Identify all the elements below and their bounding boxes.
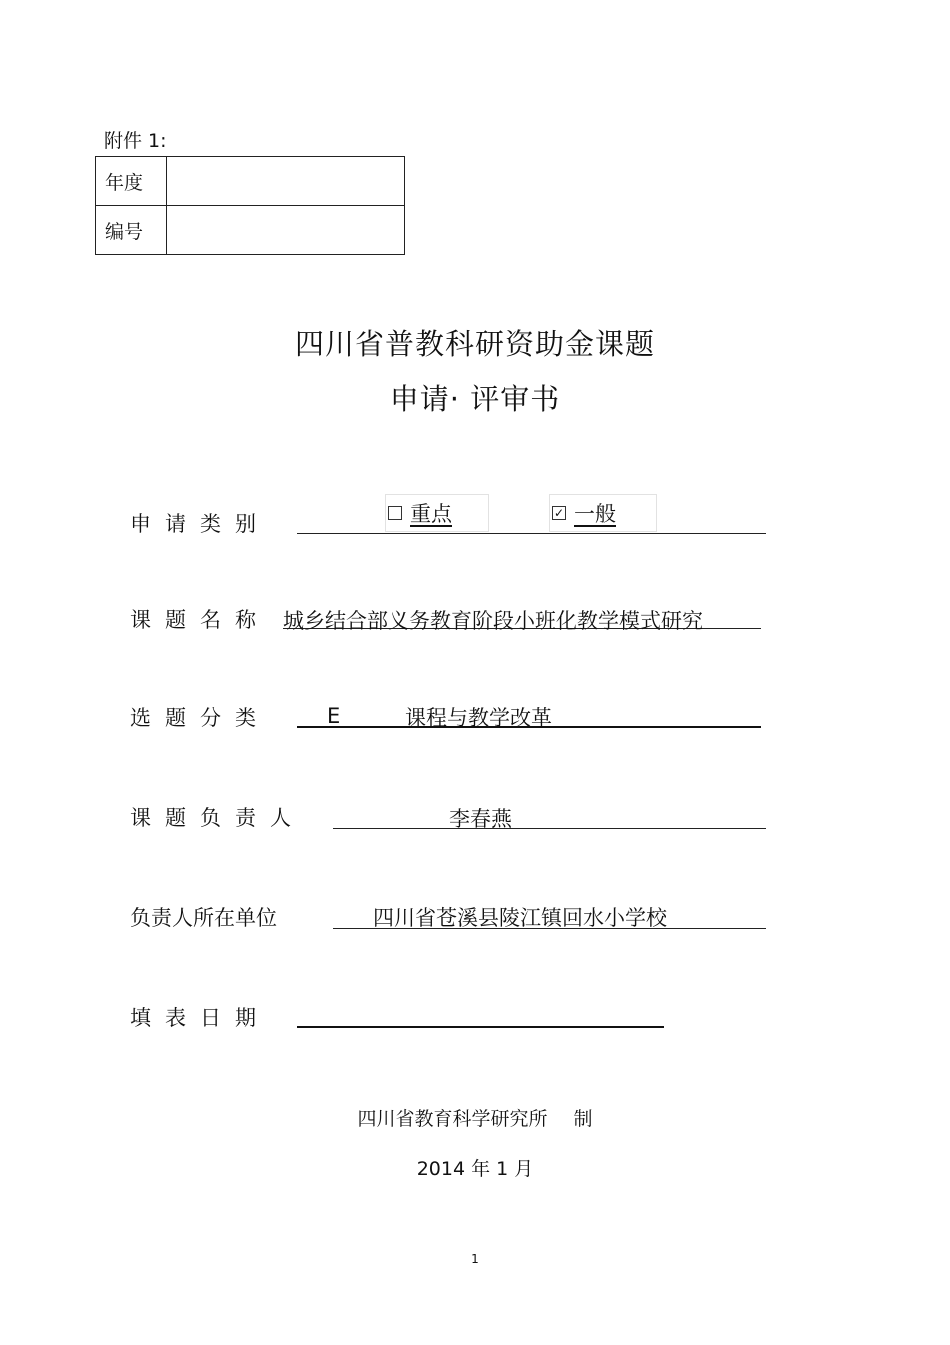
- number-label: 编号: [96, 206, 167, 255]
- leader-label: 课题负责人: [130, 806, 305, 830]
- title-line-1: 四川省普教科研资助金课题: [294, 327, 655, 361]
- option-general[interactable]: [549, 494, 657, 532]
- date-label: 填表日期: [130, 1006, 270, 1030]
- footer-made: 制: [573, 1108, 593, 1130]
- leader-value: 李春燕: [449, 807, 512, 831]
- topic-type-code: E: [327, 704, 341, 728]
- option-key[interactable]: [385, 494, 489, 532]
- date-underline: [297, 1026, 664, 1028]
- topic-type-label: 选题分类: [130, 706, 270, 730]
- page-number: 1: [471, 1252, 479, 1266]
- category-underline: [297, 532, 766, 534]
- year-label: 年度: [96, 157, 167, 206]
- title-line-2: 申请· 评审书: [389, 382, 561, 416]
- number-value: [167, 206, 405, 255]
- table-row: [96, 157, 405, 206]
- year-value: [167, 157, 405, 206]
- option-general-label: 一般: [574, 502, 616, 526]
- unit-label: 负责人所在单位: [130, 906, 277, 930]
- leader-underline: [333, 827, 766, 829]
- category-label: 申请类别: [130, 512, 270, 536]
- topic-name-label: 课题名称: [130, 608, 270, 632]
- table-row: [96, 206, 405, 255]
- footer-date: 2014 年 1 月: [416, 1158, 534, 1180]
- meta-table: [95, 156, 405, 255]
- footer-org-line: [0, 1104, 950, 1131]
- checkbox-general[interactable]: ✓: [553, 506, 565, 520]
- option-key-label: 重点: [410, 502, 452, 526]
- topic-name-value: 城乡结合部义务教育阶段小班化教学模式研究: [283, 609, 703, 633]
- unit-value: 四川省苍溪县陵江镇回水小学校: [373, 906, 667, 930]
- topic-type-value: 课程与教学改革: [405, 706, 552, 730]
- attachment-label: 附件 1:: [104, 130, 167, 152]
- footer-org: 四川省教育科学研究所: [357, 1108, 548, 1130]
- checkbox-key[interactable]: [388, 506, 402, 520]
